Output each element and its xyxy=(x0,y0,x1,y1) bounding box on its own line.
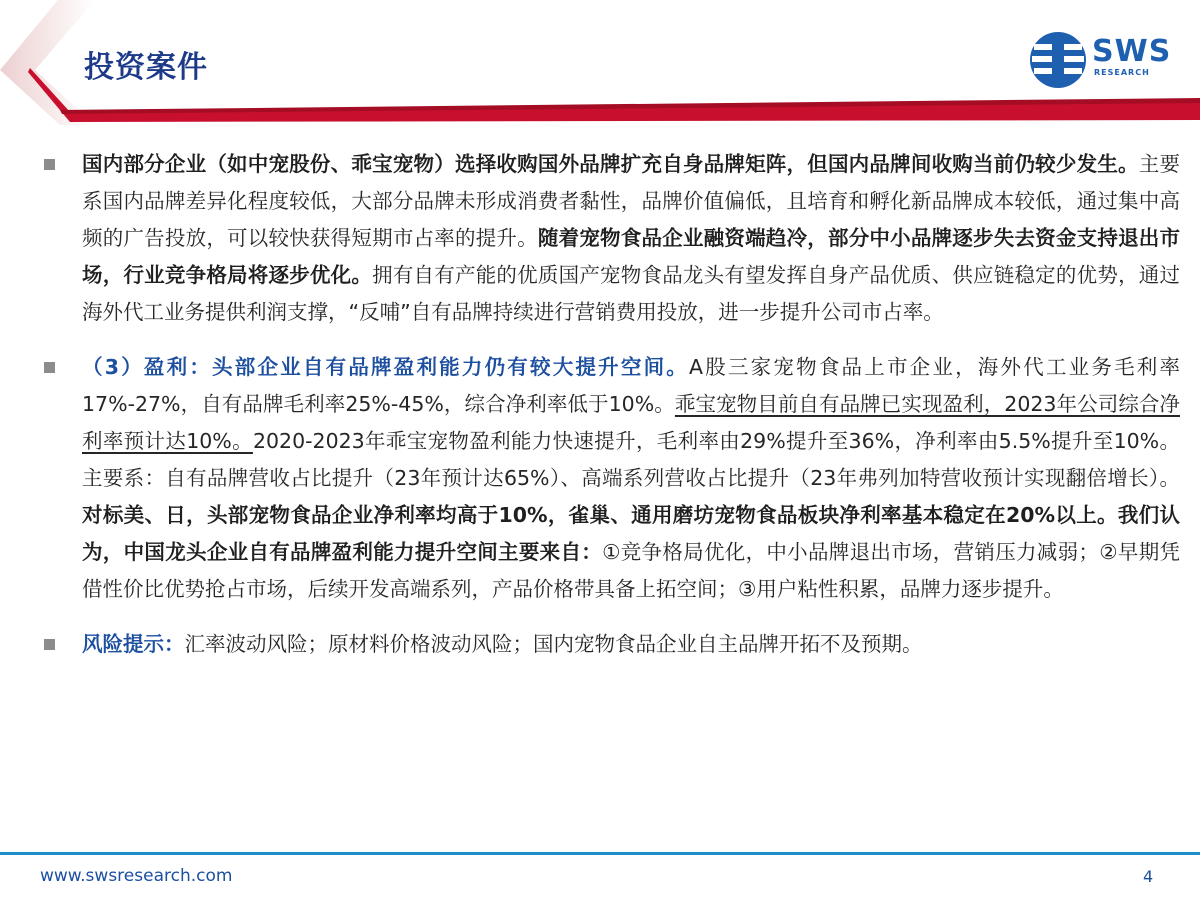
text-segment: 对标美、日，头部宠物食品企业净利率均高于10%，雀巢、通用磨坊宠物食品板块净利率基本稳定在20%以上。我们认为，中国龙头企业自有品牌盈利能力提升空间主要来自： xyxy=(82,503,1180,564)
text-segment: 乖宝宠物目前自有品牌已实现盈利，2023年公司综合净利率预计达10%。 xyxy=(82,392,1180,453)
paragraph-competition xyxy=(82,146,1180,331)
logo-emblem-icon xyxy=(1028,30,1088,90)
text-segment: ①竞争格局优化，中小品牌退出市场，营销压力减弱；②早期凭借性价比优势抢占市场，后续开发高端系列，产品价格带具备上拓空间；③用户粘性积累，品牌力逐步提升。 xyxy=(82,540,1181,601)
sws-research-logo xyxy=(1028,30,1178,90)
page-title: 投资案件 xyxy=(84,50,208,85)
text-segment: 国内部分企业（如中宠股份、乖宝宠物）选择收购国外品牌扩充自身品牌矩阵，但国内品牌间收购当前仍较少发生。 xyxy=(82,152,1139,176)
logo-text: SWS xyxy=(1092,34,1172,69)
text-segment: （3）盈利：头部企业自有品牌盈利能力仍有较大提升空间。 xyxy=(82,355,690,379)
text-segment: 汇率波动风险；原材料价格波动风险；国内宠物食品企业自主品牌开拓不及预期。 xyxy=(184,632,923,656)
square-bullet-icon xyxy=(44,639,55,650)
footer-divider xyxy=(0,852,1200,855)
footer-website-link[interactable]: www.swsresearch.com xyxy=(40,866,233,886)
paragraph-risk xyxy=(82,626,1180,663)
text-segment: 2020-2023年乖宝宠物盈利能力快速提升，毛利率由29%提升至36%，净利率由5.5%提升至10%。主要系：自有品牌营收占比提升（23年预计达65%）、高端系列营收占比提升（23年弗列加特营收预计实现翻倍增长）。 xyxy=(82,429,1180,490)
text-segment: 随着宠物食品企业融资端趋冷，部分中小品牌逐步失去资金支持退出市场，行业竞争格局将逐步优化。 xyxy=(82,226,1181,287)
paragraph-profitability xyxy=(82,349,1180,608)
header-band xyxy=(0,0,1200,125)
bullet-risk xyxy=(40,626,1180,663)
content-area xyxy=(40,146,1180,681)
square-bullet-icon xyxy=(44,159,55,170)
bullet-profitability xyxy=(40,349,1180,608)
text-segment: 主要系国内品牌差异化程度较低，大部分品牌未形成消费者黏性，品牌价值偏低，且培育和孵化新品牌成本较低，通过集中高频的广告投放，可以较快获得短期市占率的提升。 xyxy=(82,152,1181,250)
text-segment: 拥有自有产能的优质国产宠物食品龙头有望发挥自身产品优质、供应链稳定的优势，通过海外代工业务提供利润支撑，“反哺”自有品牌持续进行营销费用投放，进一步提升公司市占率。 xyxy=(82,263,1181,324)
square-bullet-icon xyxy=(44,362,55,373)
text-segment: 风险提示： xyxy=(82,632,185,656)
text-segment: A股三家宠物食品上市企业，海外代工业务毛利率17%-27%，自有品牌毛利率25%-45%，综合净利率低于10%。 xyxy=(82,355,1181,416)
page-number: 4 xyxy=(1143,867,1154,886)
bullet-competition xyxy=(40,146,1180,331)
logo-subtext: RESEARCH xyxy=(1094,68,1150,77)
